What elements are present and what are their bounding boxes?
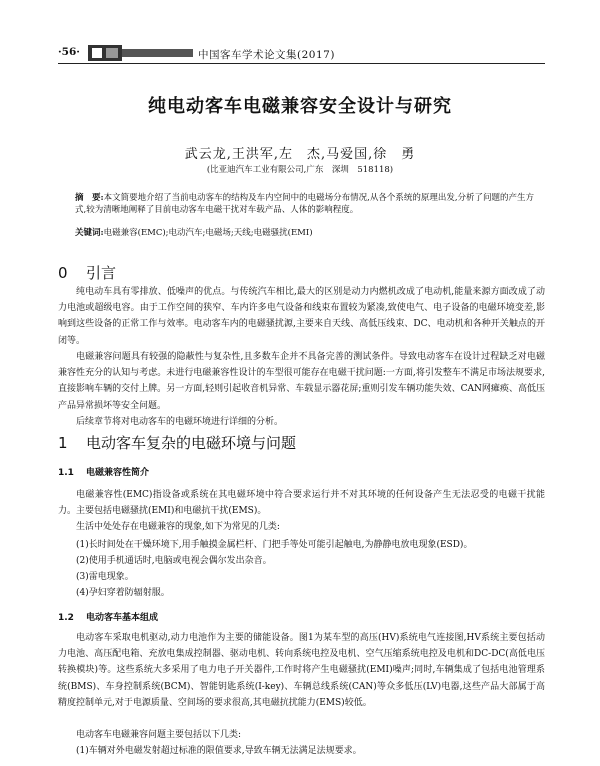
section-number: 1.1 bbox=[58, 468, 74, 478]
list-item: (1)长时间处在干燥环境下,用手触摸金属栏杆、门把手等处可能引起触电,为静静电放电现象(ESD)。 bbox=[76, 540, 473, 550]
section-title: 电磁兼容性简介 bbox=[86, 468, 150, 478]
affiliation: (比亚迪汽车工业有限公司,广东 深圳 518118) bbox=[206, 165, 394, 175]
section-number: 1.2 bbox=[58, 613, 74, 623]
section-number: 1 bbox=[58, 434, 68, 452]
abstract-label: 摘 要: bbox=[75, 193, 104, 203]
keywords bbox=[75, 226, 545, 238]
paragraph: 电磁兼容性(EMC)指设备或系统在其电磁环境中符合要求运行并不对其环境的任何设备产生无法忍受的电磁干扰能力。主要包括电磁骚扰(EMI)和电磁抗干扰(EMS)。 bbox=[58, 490, 545, 517]
header-rule bbox=[58, 63, 545, 64]
section-number: 0 bbox=[58, 264, 68, 282]
paragraph: 电动客车电磁兼容问题主要包括以下几类: bbox=[76, 730, 242, 740]
section-title: 电动客车复杂的电磁环境与问题 bbox=[86, 434, 297, 452]
paragraph: 电磁兼容问题具有较强的隐蔽性与复杂性,且多数车企并不具备完善的测试条件。导致电动客车在设计过程缺乏对电磁兼容性充分的认知与考虑。未进行电磁兼容性设计的车型很可能存在电磁干扰问题:一方面,将引发整车不满足市场法规要求,直接影响车辆的交付上牌。另一方面,轻则引起收音机异常、车载显示器花屏;重则引发车辆功能失效、CAN网瘫痪、高低压产品异常损坏等安全问题。 bbox=[58, 352, 545, 411]
keywords-label: 关键词: bbox=[75, 228, 104, 238]
journal-logo bbox=[88, 43, 193, 63]
paper-title: 纯电动客车电磁兼容安全设计与研究 bbox=[148, 96, 452, 117]
authors: 武云龙,王洪军,左 杰,马爱国,徐 勇 bbox=[184, 147, 416, 162]
paragraph: 纯电动车具有零排放、低噪声的优点。与传统汽车相比,最大的区别是动力内燃机改成了电动机,能量来源方面改成了动力电池或超级电容。由于工作空间的狭窄、车内许多电气设备和线束布置较为紧凑,致使电气、电子设备的电磁环境变差,影响到这些设备的正常工作与效率。电动客车内的电磁骚扰源,主要来自天线、高低压线束、DC、电动机和各种开关触点的开闭等。 bbox=[58, 287, 545, 346]
section-1-2-heading bbox=[58, 610, 158, 623]
running-header bbox=[58, 43, 558, 61]
section-1-1-heading bbox=[58, 465, 149, 478]
list-item: (4)孕妇穿着防辐射服。 bbox=[76, 588, 170, 598]
abstract-text: 本文简要地介绍了当前电动客车的结构及车内空间中的电磁场分布情况,从各个系统的原理出发,分析了问题的产生方式,较为清晰地阐释了目前电动客车电磁干扰对车载产品、人体的影响程度。 bbox=[75, 193, 535, 215]
list-item: (2)使用手机通话时,电脑或电视会偶尔发出杂音。 bbox=[76, 556, 272, 566]
page-number: ·56· bbox=[58, 46, 80, 58]
section-0-heading bbox=[58, 262, 116, 283]
paragraph: 生活中处处存在电磁兼容的现象,如下为常见的几类: bbox=[76, 522, 280, 532]
list-item: (1)车辆对外电磁发射超过标准的限值要求,导致车辆无法满足法规要求。 bbox=[76, 746, 362, 756]
keywords-text: 电磁兼容(EMC);电动汽车;电磁场;天线;电磁骚扰(EMI) bbox=[103, 228, 313, 238]
section-title: 电动客车基本组成 bbox=[86, 613, 159, 623]
section-1-heading bbox=[58, 432, 296, 453]
abstract bbox=[75, 192, 545, 216]
list-item: (3)雷电现象。 bbox=[76, 572, 134, 582]
journal-name: 中国客车学术论文集(2017) bbox=[198, 49, 335, 61]
section-title: 引言 bbox=[86, 264, 117, 282]
paragraph: 电动客车采取电机驱动,动力电池作为主要的储能设备。图1为某车型的高压(HV)系统电气连接图,HV系统主要包括动力电池、高压配电箱、充放电集成控制器、驱动电机、转向系统电控及电机、空气压缩系统电控及电机和DC-DC(高低电压转换模块)等。这些系统大多采用了电力电子开关器件,工作时将产生电磁骚扰(EMI)噪声;同时,车辆集成了包括电池管理系统(BMS)、车身控制系统(BCM)、智能钥匙系统(I-key)、车辆总线系统(CAN)等众多低压(LV)电器,这些产品大部属于高精度控制单元,对于电源质量、空间场的要求很高,其电磁抗扰能力(EMS)较低。 bbox=[58, 633, 545, 708]
paragraph: 后续章节将对电动客车的电磁环境进行详细的分析。 bbox=[76, 417, 284, 427]
